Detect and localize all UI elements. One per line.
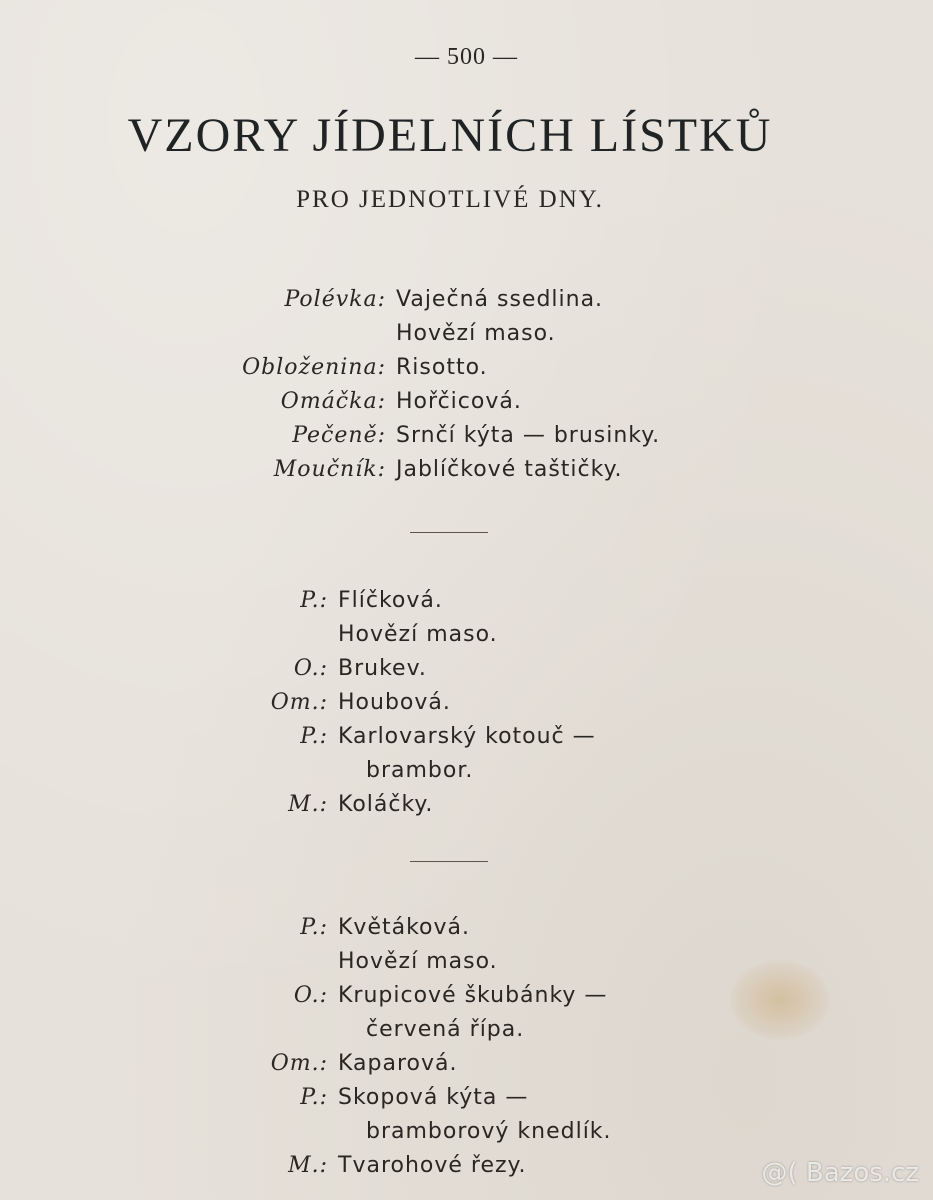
menu-row: [0, 754, 933, 788]
menu-row: [0, 351, 933, 385]
dish-text: Karlovarský kotouč —: [338, 724, 596, 749]
menu-row: [0, 788, 933, 822]
menu-row: [0, 1115, 933, 1149]
course-label: M.:: [288, 1153, 328, 1178]
menu-row: [0, 385, 933, 419]
menu-row: [0, 720, 933, 754]
dish-text: Květáková.: [338, 915, 470, 940]
course-label: Om.:: [270, 1051, 328, 1076]
course-label: Pečeně:: [292, 423, 386, 448]
menu-row: [0, 317, 933, 351]
course-label: O.:: [293, 983, 328, 1008]
dish-text: Hovězí maso.: [338, 622, 498, 647]
dish-text: Krupicové škubánky —: [338, 983, 608, 1008]
menu-row: [0, 584, 933, 618]
course-label: Obloženina:: [242, 355, 386, 380]
course-label: O.:: [293, 656, 328, 681]
course-label: P.:: [300, 588, 328, 613]
section-divider: [410, 532, 488, 533]
dish-text: Hořčicová.: [396, 389, 522, 414]
menu-day-1: [0, 283, 933, 487]
menu-row: [0, 1047, 933, 1081]
dish-text: Brukev.: [338, 656, 427, 681]
dish-text: Houbová.: [338, 690, 451, 715]
menu-row: [0, 686, 933, 720]
page-subtitle: PRO JEDNOTLIVÉ DNY.: [296, 186, 604, 213]
dish-text: červená řípa.: [366, 1017, 525, 1042]
dish-text: Koláčky.: [338, 792, 434, 817]
menu-row: [0, 283, 933, 317]
menu-day-2: [0, 584, 933, 822]
menu-row: [0, 419, 933, 453]
menu-row: [0, 618, 933, 652]
course-label: P.:: [300, 915, 328, 940]
course-label: P.:: [300, 724, 328, 749]
course-label: Moučník:: [273, 457, 386, 482]
course-label: Omáčka:: [280, 389, 386, 414]
dish-text: Skopová kýta —: [338, 1085, 529, 1110]
dish-text: Vaječná ssedlina.: [396, 287, 604, 312]
menu-row: [0, 652, 933, 686]
dish-text: Risotto.: [396, 355, 488, 380]
menu-day-3: [0, 911, 933, 1183]
dish-text: brambor.: [366, 758, 474, 783]
dish-text: Hovězí maso.: [396, 321, 556, 346]
page-number: — 500 —: [415, 44, 518, 70]
dish-text: Flíčková.: [338, 588, 443, 613]
dish-text: bramborový knedlík.: [366, 1119, 612, 1144]
course-label: Om.:: [270, 690, 328, 715]
watermark: @( Bazos.cz: [761, 1158, 919, 1188]
dish-text: Tvarohové řezy.: [338, 1153, 527, 1178]
dish-text: Kaparová.: [338, 1051, 458, 1076]
page-title: VZORY JÍDELNÍCH LÍSTKŮ: [127, 109, 773, 162]
section-divider: [410, 861, 488, 862]
course-label: M.:: [288, 792, 328, 817]
paper-stain: [730, 960, 830, 1040]
dish-text: Hovězí maso.: [338, 949, 498, 974]
menu-row: [0, 453, 933, 487]
course-label: P.:: [300, 1085, 328, 1110]
menu-row: [0, 1081, 933, 1115]
dish-text: Srnčí kýta — brusinky.: [396, 423, 661, 448]
dish-text: Jablíčkové taštičky.: [396, 457, 623, 482]
course-label: Polévka:: [284, 287, 386, 312]
menu-row: [0, 911, 933, 945]
